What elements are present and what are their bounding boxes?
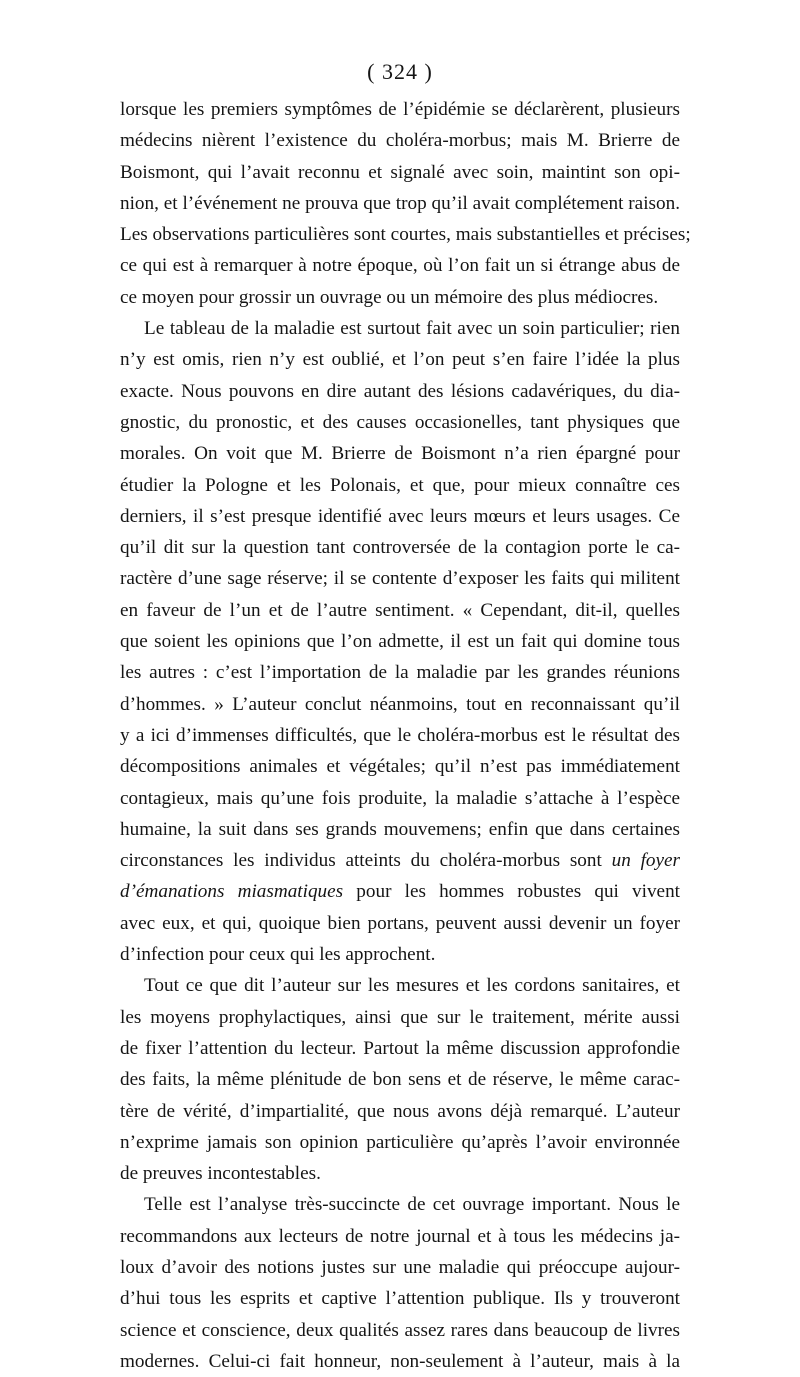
text-line: les moyens prophylactiques, ainsi que sur le traitement, mérite aussi: [120, 1006, 680, 1028]
text-line: contagieux, mais qu’une fois produite, la maladie s’attache à l’espèce: [120, 787, 680, 809]
text-line: Boismont, qui l’avait reconnu et signalé avec soin, maintint son opi-: [120, 161, 680, 183]
text-line: Tout ce que dit l’auteur sur les mesures et les cordons sanitaires, et: [144, 975, 680, 997]
book-page: [120, 58, 691, 1377]
text-line: ce qui est à remarquer à notre époque, où l’on fait un si étrange abus de: [120, 255, 680, 277]
text-line: des faits, la même plénitude de bon sens et de réserve, le même carac-: [120, 1069, 680, 1091]
text-segment: circonstances les individus atteints du choléra-morbus sont: [120, 850, 602, 872]
paragraph-2: [120, 313, 680, 970]
text-line: tère de vérité, d’impartialité, que nous avons déjà remarqué. L’auteur: [120, 1100, 680, 1122]
text-line: de preuves incontestables.: [120, 1163, 321, 1185]
text-line: en faveur de l’un et de l’autre sentiment. « Cependant, dit-il, quelles: [120, 599, 680, 621]
text-line: décompositions animales et végétales; qu’il n’est pas immédiatement: [120, 756, 680, 778]
text-line: morales. On voit que M. Brierre de Boismont n’a rien épargné pour: [120, 443, 680, 465]
paragraph-4: [120, 1189, 680, 1377]
text-line: ractère d’une sage réserve; il se contente d’exposer les faits qui militent: [120, 568, 680, 590]
text-line: avec eux, et qui, quoique bien portans, peuvent aussi devenir un foyer: [120, 912, 680, 934]
italic-phrase: d’émanations miasmatiques: [120, 881, 344, 903]
text-line: Le tableau de la maladie est surtout fait avec un soin particulier; rien: [144, 318, 680, 340]
text-line: d’hommes. » L’auteur conclut néanmoins, tout en reconnaissant qu’il: [120, 693, 680, 715]
text-line: médecins nièrent l’existence du choléra-morbus; mais M. Brierre de: [120, 130, 680, 152]
text-line: d’infection pour ceux qui les approchent.: [120, 944, 436, 966]
italic-phrase: un foyer: [611, 850, 681, 872]
text-line: les autres : c’est l’importation de la maladie par les grandes réunions: [120, 662, 680, 684]
text-line: n’y est omis, rien n’y est oublié, et l’on peut s’en faire l’idée la plus: [120, 349, 680, 371]
text-line: lorsque les premiers symptômes de l’épidémie se déclarèrent, plusieurs: [120, 99, 680, 120]
text-line: gnostic, du pronostic, et des causes occasionelles, tant physiques que: [120, 411, 680, 433]
text-line: loux d’avoir des notions justes sur une maladie qui préoccupe aujour-: [120, 1256, 680, 1278]
text-line-mixed: [120, 876, 680, 907]
page-number: ( 324 ): [367, 59, 433, 84]
text-line: humaine, la suit dans ses grands mouvemens; enfin que dans certaines: [120, 818, 680, 840]
text-line: n’exprime jamais son opinion particulière qu’après l’avoir environnée: [120, 1131, 680, 1153]
text-line: Les observations particulières sont courtes, mais substantielles et précises;: [120, 224, 691, 246]
text-line: qu’il dit sur la question tant controversée de la contagion porte le ca-: [120, 537, 680, 559]
text-line: de fixer l’attention du lecteur. Partout la même discussion approfondie: [120, 1037, 680, 1059]
text-line: y a ici d’immenses difficultés, que le choléra-morbus est le résultat des: [120, 724, 680, 746]
text-line: nion, et l’événement ne prouva que trop qu’il avait complétement raison.: [120, 192, 680, 214]
text-line: derniers, il s’est presque identifié avec leurs mœurs et leurs usages. Ce: [120, 505, 680, 527]
text-line: Telle est l’analyse très-succincte de cet ouvrage important. Nous le: [144, 1194, 680, 1216]
text-line: recommandons aux lecteurs de notre journal et à tous les médecins ja-: [120, 1225, 680, 1247]
text-line: que soient les opinions que l’on admette, il est un fait qui domine tous: [120, 631, 680, 653]
text-line-mixed: [120, 845, 680, 876]
paragraph-1: [120, 94, 691, 313]
paragraph-3: [120, 970, 680, 1189]
text-line: ce moyen pour grossir un ouvrage ou un mémoire des plus médiocres.: [120, 286, 659, 308]
text-line: exacte. Nous pouvons en dire autant des lésions cadavériques, du dia-: [120, 380, 680, 402]
text-line: modernes. Celui-ci fait honneur, non-seulement à l’auteur, mais à la: [120, 1350, 680, 1372]
text-line: d’hui tous les esprits et captive l’attention publique. Ils y trouveront: [120, 1288, 680, 1310]
text-line: étudier la Pologne et les Polonais, et que, pour mieux connaître ces: [120, 474, 680, 496]
text-segment: pour les hommes robustes qui vivent: [356, 881, 680, 903]
text-line: science et conscience, deux qualités assez rares dans beaucoup de livres: [120, 1319, 680, 1341]
